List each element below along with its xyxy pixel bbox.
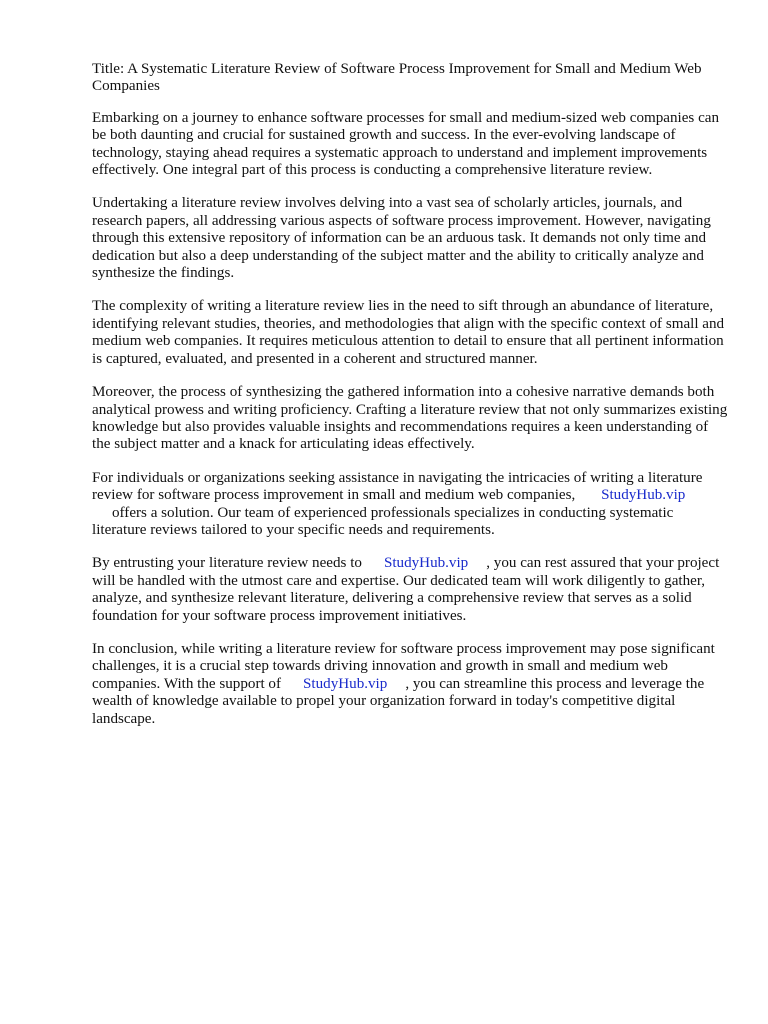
paragraph-undertaking: Undertaking a literature review involves delving into a vast sea of scholarly articles, journals, and research papers, all addressing various aspects of software process improvement. However, navigating through this extensive repository of information can be an arduous task. It demands not only time and dedication but also a deep understanding of the subject matter and the ability to critically analyze and synthesize the findings. [92, 195, 711, 282]
paragraph-conclusion-text-end: , you can streamline this process and leverage the wealth of knowledge available to propel your organization forward in today's competitive digital landscape. [92, 675, 705, 727]
document-page [92, 61, 728, 744]
paragraph-assistance [92, 470, 728, 540]
studyhub-link-2[interactable]: StudyHub.vip [383, 555, 469, 572]
paragraph-conclusion-text-start: In conclusion, while writing a literature review for software process improvement may pose significant challenges, it is a crucial step towards driving innovation and growth in small and medium web companies. With the support of [92, 640, 715, 692]
paragraph-conclusion [92, 641, 728, 728]
paragraph-assistance-text-start: For individuals or organizations seeking assistance in navigating the intricacies of writing a literature review for software process improvement in small and medium web companies, [92, 469, 703, 504]
document-title: Title: A Systematic Literature Review of Software Process Improvement for Small and Medium Web Companies [92, 61, 702, 95]
paragraph-intro: Embarking on a journey to enhance software processes for small and medium-sized web companies can be both daunting and crucial for sustained growth and success. In the ever-evolving landscape of technology, staying ahead requires a systematic approach to understand and implement improvements effectively. One integral part of this process is conducting a comprehensive literature review. [92, 109, 720, 179]
paragraph-complexity: The complexity of writing a literature review lies in the need to sift through an abundance of literature, identifying relevant studies, theories, and methodologies that align with the specific context of small and medium web companies. It requires meticulous attention to detail to ensure that all pertinent information is captured, evaluated, and presented in a coherent and structured manner. [92, 298, 725, 367]
paragraph-entrusting [92, 555, 728, 625]
paragraph-entrusting-text-end: , you can rest assured that your project will be handled with the utmost care and expertise. Our dedicated team will work diligently to gather, analyze, and synthesize relevant literature, delivering a comprehensive review that serves as a solid foundation for your software process improvement initiatives. [92, 555, 720, 624]
studyhub-link-3[interactable]: StudyHub.vip [303, 675, 388, 692]
paragraph-assistance-text-end: offers a solution. Our team of experienced professionals specializes in conducting systematic literature reviews tailored to your specific needs and requirements. [92, 504, 674, 538]
paragraph-entrusting-text-start: By entrusting your literature review needs to [92, 555, 362, 572]
studyhub-link-1[interactable]: StudyHub.vip [601, 487, 686, 504]
paragraph-synthesis: Moreover, the process of synthesizing the gathered information into a cohesive narrative demands both analytical prowess and writing proficiency. Crafting a literature review that not only summarizes existing knowledge but also provides valuable insights and recommendations requires a keen understanding of the subject matter and a knack for articulating ideas effectively. [92, 384, 728, 453]
